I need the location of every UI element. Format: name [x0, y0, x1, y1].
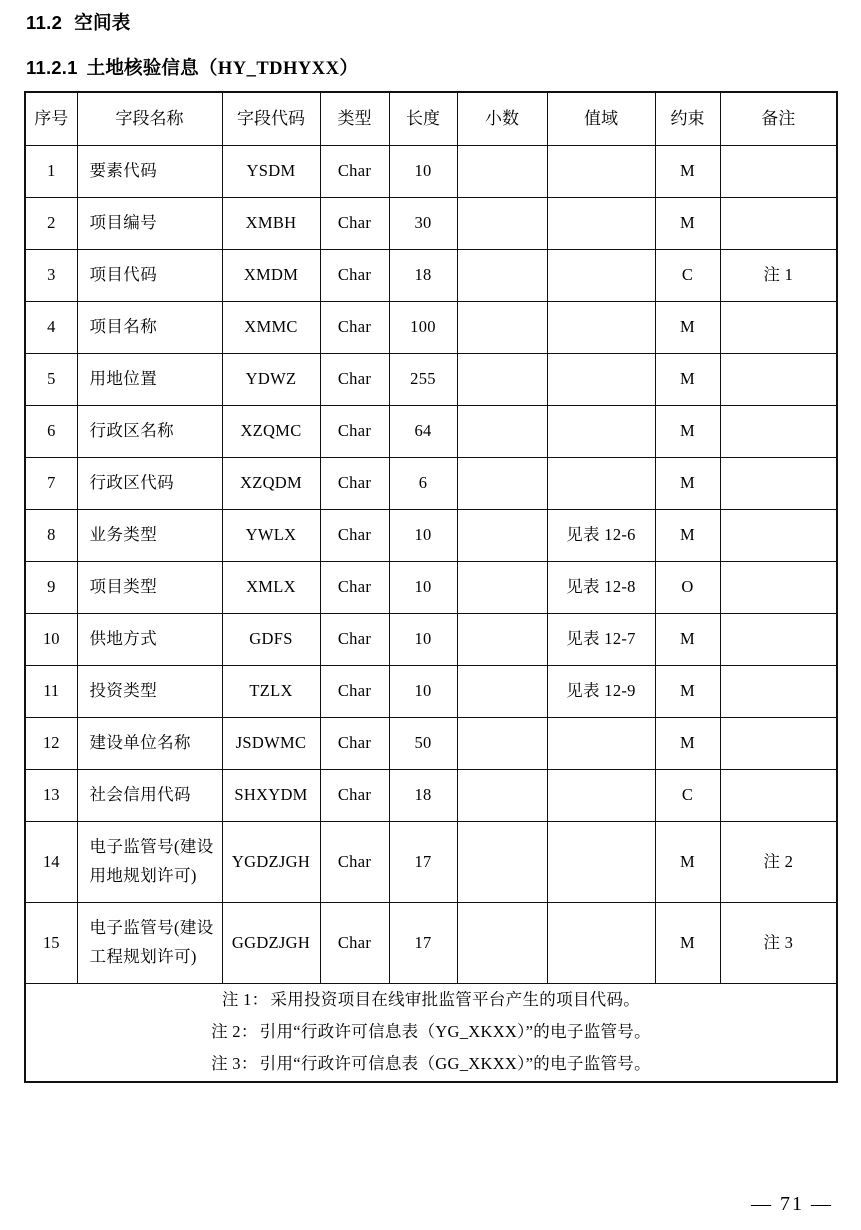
column-header-constraint: 约束 — [655, 92, 720, 146]
table-row — [25, 770, 837, 822]
cell-constraint: C — [655, 250, 720, 302]
cell-constraint: M — [655, 510, 720, 562]
column-header-decimal: 小数 — [457, 92, 547, 146]
cell-length: 10 — [389, 510, 457, 562]
cell-field-name: 供地方式 — [77, 614, 222, 666]
cell-field-name: 建设单位名称 — [77, 718, 222, 770]
cell-seq: 15 — [25, 903, 77, 984]
cell-field-code: XMLX — [222, 562, 320, 614]
cell-seq: 10 — [25, 614, 77, 666]
cell-domain — [547, 198, 655, 250]
cell-domain: 见表 12-8 — [547, 562, 655, 614]
table-row — [25, 903, 837, 984]
cell-decimal — [457, 302, 547, 354]
cell-decimal — [457, 458, 547, 510]
section-heading — [26, 9, 131, 35]
column-header-code: 字段代码 — [222, 92, 320, 146]
cell-length: 10 — [389, 614, 457, 666]
cell-length: 18 — [389, 250, 457, 302]
cell-seq: 8 — [25, 510, 77, 562]
cell-field-code: XMMC — [222, 302, 320, 354]
page-number: — 71 — — [751, 1193, 833, 1215]
cell-seq: 13 — [25, 770, 77, 822]
cell-domain — [547, 302, 655, 354]
table-row — [25, 562, 837, 614]
cell-remark — [720, 198, 837, 250]
cell-field-code: XZQMC — [222, 406, 320, 458]
cell-remark — [720, 354, 837, 406]
cell-type: Char — [320, 198, 389, 250]
cell-type: Char — [320, 146, 389, 198]
cell-length: 64 — [389, 406, 457, 458]
cell-field-code: GGDZJGH — [222, 903, 320, 984]
cell-remark — [720, 666, 837, 718]
section-heading-title: 空间表 — [74, 12, 131, 33]
cell-length: 100 — [389, 302, 457, 354]
cell-length: 50 — [389, 718, 457, 770]
cell-constraint: M — [655, 458, 720, 510]
cell-field-name: 项目类型 — [77, 562, 222, 614]
table-row — [25, 822, 837, 903]
cell-decimal — [457, 250, 547, 302]
cell-length: 17 — [389, 822, 457, 903]
cell-field-name: 行政区代码 — [77, 458, 222, 510]
cell-domain — [547, 718, 655, 770]
cell-type: Char — [320, 903, 389, 984]
field-specification-table — [24, 91, 838, 1083]
column-header-seq: 序号 — [25, 92, 77, 146]
cell-field-name: 项目代码 — [77, 250, 222, 302]
cell-field-name: 行政区名称 — [77, 406, 222, 458]
cell-type: Char — [320, 458, 389, 510]
cell-length: 30 — [389, 198, 457, 250]
cell-field-code: YWLX — [222, 510, 320, 562]
cell-seq: 9 — [25, 562, 77, 614]
cell-type: Char — [320, 250, 389, 302]
cell-field-code: TZLX — [222, 666, 320, 718]
note-line — [28, 1016, 834, 1048]
cell-decimal — [457, 718, 547, 770]
cell-seq: 4 — [25, 302, 77, 354]
cell-domain — [547, 458, 655, 510]
table-notes-row — [25, 984, 837, 1082]
table-notes — [25, 984, 837, 1082]
cell-domain — [547, 822, 655, 903]
cell-field-code: YGDZJGH — [222, 822, 320, 903]
cell-remark — [720, 302, 837, 354]
cell-type: Char — [320, 718, 389, 770]
cell-decimal — [457, 903, 547, 984]
cell-constraint: M — [655, 198, 720, 250]
cell-domain: 见表 12-9 — [547, 666, 655, 718]
cell-field-name: 用地位置 — [77, 354, 222, 406]
cell-constraint: C — [655, 770, 720, 822]
cell-length: 18 — [389, 770, 457, 822]
cell-field-name: 社会信用代码 — [77, 770, 222, 822]
table-row — [25, 406, 837, 458]
cell-field-name: 业务类型 — [77, 510, 222, 562]
cell-field-name: 项目名称 — [77, 302, 222, 354]
cell-domain — [547, 770, 655, 822]
cell-decimal — [457, 510, 547, 562]
cell-constraint: M — [655, 718, 720, 770]
cell-constraint: M — [655, 302, 720, 354]
cell-field-name: 电子监管号(建设 用地规划许可) — [77, 822, 222, 903]
cell-domain — [547, 406, 655, 458]
cell-remark — [720, 614, 837, 666]
cell-constraint: O — [655, 562, 720, 614]
cell-domain — [547, 354, 655, 406]
note-label: 注 2： — [211, 1022, 258, 1042]
cell-domain — [547, 250, 655, 302]
cell-domain — [547, 903, 655, 984]
cell-remark — [720, 458, 837, 510]
table-body — [25, 146, 837, 984]
cell-decimal — [457, 406, 547, 458]
cell-remark — [720, 406, 837, 458]
cell-field-code: XZQDM — [222, 458, 320, 510]
cell-seq: 2 — [25, 198, 77, 250]
subsection-heading-title: 土地核验信息 — [86, 57, 199, 78]
column-header-type: 类型 — [320, 92, 389, 146]
table-row — [25, 718, 837, 770]
cell-constraint: M — [655, 903, 720, 984]
note-label: 注 1： — [221, 990, 269, 1009]
cell-domain — [547, 146, 655, 198]
cell-type: Char — [320, 354, 389, 406]
subsection-heading — [26, 54, 359, 80]
table-row — [25, 302, 837, 354]
cell-seq: 1 — [25, 146, 77, 198]
table-row — [25, 666, 837, 718]
note-text: 引用“行政许可信息表（YG_XKXX）”的电子监管号。 — [259, 1022, 651, 1042]
cell-field-code: XMDM — [222, 250, 320, 302]
cell-type: Char — [320, 406, 389, 458]
cell-domain: 见表 12-6 — [547, 510, 655, 562]
cell-remark — [720, 562, 837, 614]
table-header-row — [25, 92, 837, 146]
cell-constraint: M — [655, 666, 720, 718]
cell-decimal — [457, 666, 547, 718]
table-row — [25, 614, 837, 666]
cell-constraint: M — [655, 406, 720, 458]
cell-field-code: YSDM — [222, 146, 320, 198]
cell-constraint: M — [655, 822, 720, 903]
cell-field-code: SHXYDM — [222, 770, 320, 822]
cell-seq: 14 — [25, 822, 77, 903]
cell-type: Char — [320, 770, 389, 822]
cell-remark: 注 1 — [720, 250, 837, 302]
cell-length: 17 — [389, 903, 457, 984]
table-row — [25, 198, 837, 250]
cell-decimal — [457, 770, 547, 822]
cell-field-name: 要素代码 — [77, 146, 222, 198]
note-label: 注 3： — [211, 1054, 258, 1074]
cell-remark — [720, 770, 837, 822]
notes-cell — [25, 984, 837, 1082]
cell-type: Char — [320, 302, 389, 354]
cell-type: Char — [320, 666, 389, 718]
table-row — [25, 458, 837, 510]
cell-field-code: YDWZ — [222, 354, 320, 406]
column-header-remark: 备注 — [720, 92, 837, 146]
subsection-heading-code: （HY_TDHYXX） — [198, 59, 359, 79]
cell-seq: 6 — [25, 406, 77, 458]
column-header-length: 长度 — [389, 92, 457, 146]
cell-decimal — [457, 562, 547, 614]
cell-remark — [720, 718, 837, 770]
cell-length: 10 — [389, 562, 457, 614]
note-line — [28, 1048, 834, 1080]
column-header-name: 字段名称 — [77, 92, 222, 146]
cell-field-code: XMBH — [222, 198, 320, 250]
cell-remark: 注 2 — [720, 822, 837, 903]
cell-field-name: 电子监管号(建设 工程规划许可) — [77, 903, 222, 984]
cell-decimal — [457, 614, 547, 666]
cell-field-name: 项目编号 — [77, 198, 222, 250]
cell-seq: 7 — [25, 458, 77, 510]
cell-decimal — [457, 354, 547, 406]
cell-field-code: GDFS — [222, 614, 320, 666]
cell-constraint: M — [655, 614, 720, 666]
cell-seq: 3 — [25, 250, 77, 302]
subsection-heading-number: 11.2.1 — [26, 57, 78, 78]
table-row — [25, 510, 837, 562]
table-row — [25, 354, 837, 406]
cell-seq: 12 — [25, 718, 77, 770]
cell-remark — [720, 510, 837, 562]
cell-field-code: JSDWMC — [222, 718, 320, 770]
table-header — [25, 92, 837, 146]
cell-length: 10 — [389, 666, 457, 718]
cell-domain: 见表 12-7 — [547, 614, 655, 666]
column-header-domain: 值域 — [547, 92, 655, 146]
cell-decimal — [457, 822, 547, 903]
cell-length: 10 — [389, 146, 457, 198]
cell-type: Char — [320, 822, 389, 903]
cell-type: Char — [320, 562, 389, 614]
cell-decimal — [457, 198, 547, 250]
note-line — [28, 984, 834, 1016]
cell-constraint: M — [655, 354, 720, 406]
cell-type: Char — [320, 614, 389, 666]
cell-length: 6 — [389, 458, 457, 510]
table-row — [25, 146, 837, 198]
cell-decimal — [457, 146, 547, 198]
cell-remark — [720, 146, 837, 198]
section-heading-number: 11.2 — [26, 12, 63, 33]
cell-constraint: M — [655, 146, 720, 198]
note-text: 引用“行政许可信息表（GG_XKXX）”的电子监管号。 — [259, 1054, 651, 1074]
cell-length: 255 — [389, 354, 457, 406]
cell-type: Char — [320, 510, 389, 562]
cell-remark: 注 3 — [720, 903, 837, 984]
cell-seq: 11 — [25, 666, 77, 718]
cell-field-name: 投资类型 — [77, 666, 222, 718]
cell-seq: 5 — [25, 354, 77, 406]
table-row — [25, 250, 837, 302]
note-text: 采用投资项目在线审批监管平台产生的项目代码。 — [270, 990, 641, 1009]
